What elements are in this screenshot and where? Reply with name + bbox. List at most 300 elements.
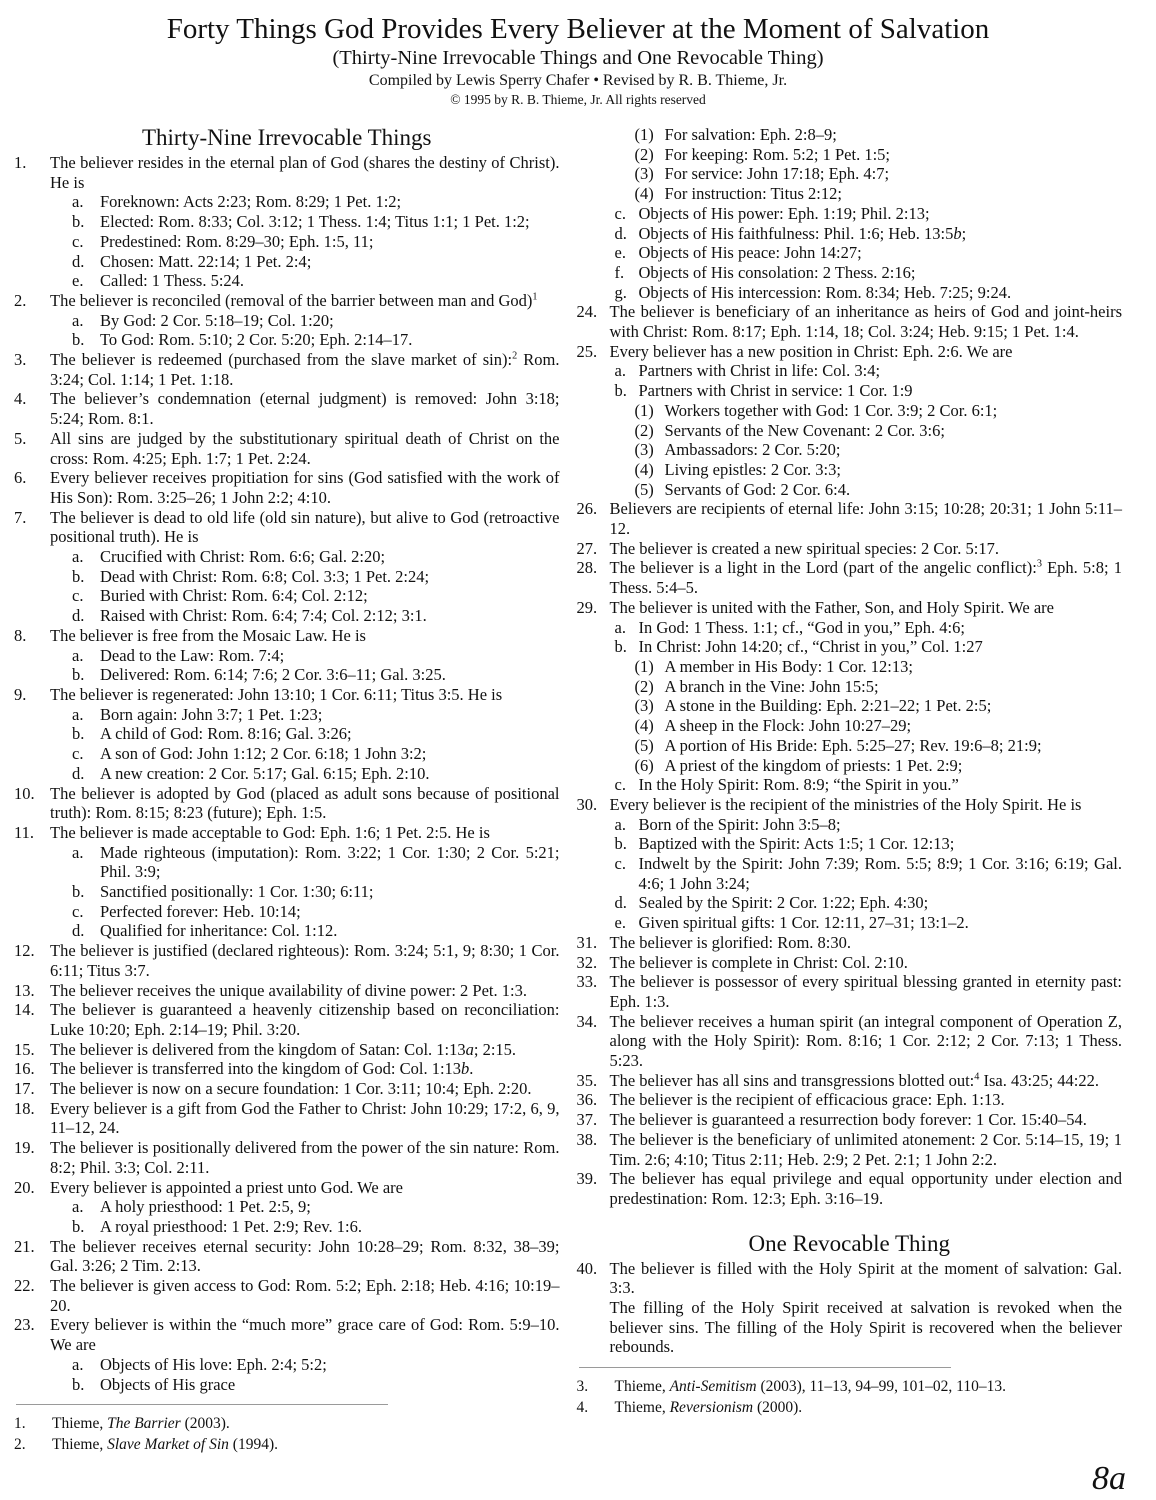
list-item xyxy=(14,626,560,646)
item-text: A priest of the kingdom of priests: 1 Pet. 2:9; xyxy=(664,755,963,775)
item-text: Made righteous (imputation): Rom. 3:22; 1 Cor. 1:30; 2 Cor. 5:21; Phil. 3:9; xyxy=(100,842,560,882)
item-text: A holy priesthood: 1 Pet. 2:5, 9; xyxy=(100,1197,311,1217)
item-text: The believer is beneficiary of an inheritance as heirs of God and joint-heirs with Christ: Rom. 8:17; Eph. 1:14, 18; Col. 3:24; Heb. 9:15; 1 Pet. 1:4. xyxy=(609,302,1122,342)
list-item xyxy=(577,1110,1123,1130)
item-label: b. xyxy=(72,882,85,902)
item-label: a. xyxy=(72,842,84,862)
list-item xyxy=(577,953,1123,973)
item-text: The believer is possessor of every spiritual blessing granted in eternity past: Eph. 1:3. xyxy=(609,972,1122,1011)
list-item xyxy=(577,1130,1123,1169)
list-item xyxy=(615,224,1123,244)
footnote xyxy=(14,1414,560,1435)
item-label: (1) xyxy=(634,656,654,676)
list-item xyxy=(615,283,1123,303)
item-label: 25. xyxy=(576,341,598,361)
item-text: By God: 2 Cor. 5:18–19; Col. 1:20; xyxy=(100,310,334,330)
list-item xyxy=(14,784,560,823)
list-item xyxy=(72,271,560,291)
item-text: Sanctified positionally: 1 Cor. 1:30; 6:11; xyxy=(100,882,374,902)
item-text: Every believer receives propitiation for sins (God satisfied with the work of His Son): Rom. 3:25–26; 1 John 2:2; 4:10. xyxy=(50,468,560,507)
item-text: Every believer has a new position in Christ: Eph. 2:6. We are xyxy=(609,341,1013,361)
item-text: The believer’s condemnation (eternal judgment) is removed: John 3:18; 5:24; Rom. 8:1. xyxy=(50,389,560,429)
item-label: 34. xyxy=(576,1011,598,1031)
list-item xyxy=(577,1298,1123,1357)
list-item xyxy=(72,724,560,744)
item-label: c. xyxy=(72,901,84,921)
list-item xyxy=(72,1355,560,1375)
list-item xyxy=(615,775,1123,795)
list-item xyxy=(577,558,1123,597)
item-text: The believer is dead to old life (old sin nature), but alive to God (retroactive positional truth). He is xyxy=(50,507,560,547)
item-text: The believer is guaranteed a resurrection body forever: 1 Cor. 15:40–54. xyxy=(609,1110,1087,1130)
left-column xyxy=(14,125,560,1455)
list-item xyxy=(635,164,1123,184)
section-heading-revocable: One Revocable Thing xyxy=(748,1230,950,1256)
list-item xyxy=(72,921,560,941)
item-label: 29. xyxy=(576,597,598,617)
item-label: (3) xyxy=(634,440,654,460)
item-label: a. xyxy=(72,1354,84,1374)
item-label: b. xyxy=(72,665,85,685)
list-item xyxy=(72,252,560,272)
item-label: 20. xyxy=(14,1177,35,1197)
item-label: 9. xyxy=(14,684,27,704)
item-label: (4) xyxy=(634,459,654,479)
item-label: a. xyxy=(72,192,84,212)
list-item xyxy=(72,882,560,902)
item-label: e. xyxy=(614,913,626,933)
list-item xyxy=(72,1197,560,1217)
item-text: For instruction: Titus 2:12; xyxy=(664,184,842,204)
footnote-label: 1. xyxy=(14,1415,26,1433)
item-text: The believer is glorified: Rom. 8:30. xyxy=(609,932,851,952)
item-text: Indwelt by the Spirit: John 7:39; Rom. 5:5; 8:9; 1 Cor. 3:16; 6:19; Gal. 4:6; 1 John 3:24; xyxy=(638,854,1122,893)
item-text: A child of God: Rom. 8:16; Gal. 3:26; xyxy=(100,724,352,744)
footnote-separator xyxy=(16,1404,388,1405)
item-text: A sheep in the Flock: John 10:27–29; xyxy=(664,716,912,736)
list-item xyxy=(72,1375,560,1395)
item-text: To God: Rom. 5:10; 2 Cor. 5:20; Eph. 2:14–17. xyxy=(100,330,413,350)
list-item xyxy=(72,1217,560,1237)
item-text: Given spiritual gifts: 1 Cor. 12:11, 27–31; 13:1–2. xyxy=(638,913,969,933)
item-text: Every believer is within the “much more” grace care of God: Rom. 5:9–10. We are xyxy=(50,1315,560,1355)
item-text: The believer is regenerated: John 13:10; 1 Cor. 6:11; Titus 3:5. He is xyxy=(50,684,503,704)
item-text: The believer is transferred into the kingdom of God: Col. 1:13b. xyxy=(50,1059,474,1079)
item-text: Sealed by the Spirit: 2 Cor. 1:22; Eph. 4:30; xyxy=(638,893,929,913)
list-item xyxy=(72,547,560,567)
irrevocable-list-left xyxy=(14,153,560,1394)
footnote xyxy=(14,1435,560,1456)
item-text: The believer is a light in the Lord (part of the angelic conflict):$^3$ Eph. 5:8; 1 Thess. 5:4–5. xyxy=(609,558,1122,598)
item-label: 24. xyxy=(576,302,598,322)
item-label: (1) xyxy=(634,125,654,144)
item-text: The believer is adopted by God (placed as adult sons because of positional truth): Rom. 8:15; 8:23 (future); Eph. 1:5. xyxy=(50,783,560,823)
footnotes-block-right xyxy=(577,1367,1123,1418)
list-item xyxy=(72,764,560,784)
item-label: 22. xyxy=(14,1276,35,1296)
page-subtitle: (Thirty-Nine Irrevocable Things and One Revocable Thing) xyxy=(332,47,824,69)
item-label: 6. xyxy=(14,468,27,488)
item-label: d. xyxy=(614,893,627,913)
item-label: d. xyxy=(72,606,85,626)
list-item xyxy=(635,716,1123,736)
item-label: (2) xyxy=(634,420,654,440)
document-header xyxy=(0,12,1156,109)
list-item xyxy=(72,586,560,606)
list-item xyxy=(615,854,1123,893)
item-label: a. xyxy=(72,645,84,665)
footnote-separator xyxy=(579,1367,951,1368)
item-text: Born of the Spirit: John 3:5–8; xyxy=(638,814,841,834)
footnote-label: 3. xyxy=(576,1378,589,1396)
page-number: 8a xyxy=(1092,1460,1126,1497)
item-label: (3) xyxy=(634,696,654,716)
item-text: The believer is made acceptable to God: Eph. 1:6; 1 Pet. 2:5. He is xyxy=(50,822,490,842)
list-item xyxy=(72,843,560,882)
item-text: Qualified for inheritance: Col. 1:12. xyxy=(100,921,338,941)
item-text: Foreknown: Acts 2:23; Rom. 8:29; 1 Pet. 1:2; xyxy=(100,192,402,212)
item-text: Objects of His love: Eph. 2:4; 5:2; xyxy=(100,1354,327,1374)
item-label: 23. xyxy=(14,1315,35,1335)
item-label: d. xyxy=(72,763,85,783)
item-label: 31. xyxy=(576,932,598,952)
list-item xyxy=(14,350,560,389)
item-text: Predestined: Rom. 8:29–30; Eph. 1:5, 11; xyxy=(100,231,374,251)
item-label: a. xyxy=(614,361,626,381)
item-text: Servants of the New Covenant: 2 Cor. 3:6; xyxy=(664,420,945,440)
item-label: 10. xyxy=(14,783,35,803)
list-item xyxy=(615,204,1123,224)
list-item xyxy=(14,1276,560,1315)
item-text: The believer is redeemed (purchased from the slave market of sin):$^2$ Rom. 3:24; Col. 1:14; 1 Pet. 1:18. xyxy=(50,350,560,389)
item-text: The believer receives eternal security: John 10:28–29; Rom. 8:32, 38–39; Gal. 3:26; 2 Tim. 2:13. xyxy=(50,1236,560,1276)
page-title: Forty Things God Provides Every Believer at the Moment of Salvation xyxy=(166,13,990,45)
list-item xyxy=(577,1012,1123,1071)
footnote-text: Thieme, The Barrier (2003). xyxy=(52,1415,230,1433)
item-text: The filling of the Holy Spirit received at salvation is revoked when the believer sins. The filling of the Holy Spirit is recovered when the believer rebounds. xyxy=(609,1298,1122,1357)
item-label: c. xyxy=(72,586,84,606)
footnotes-right xyxy=(577,1377,1123,1418)
item-label: f. xyxy=(614,262,625,282)
item-text: Perfected forever: Heb. 10:14; xyxy=(100,901,301,921)
list-item xyxy=(14,823,560,843)
item-label: d. xyxy=(72,251,85,271)
footnote-text: Thieme, Reversionism (2000). xyxy=(614,1398,803,1416)
list-item xyxy=(72,646,560,666)
list-item xyxy=(635,480,1123,500)
list-item xyxy=(72,744,560,764)
item-label: 14. xyxy=(14,1000,35,1020)
item-label: (5) xyxy=(634,735,654,755)
item-label xyxy=(577,1298,610,1357)
right-column xyxy=(577,125,1123,1455)
item-text: Dead with Christ: Rom. 6:8; Col. 3:3; 1 Pet. 2:24; xyxy=(100,566,430,586)
item-text: Elected: Rom. 8:33; Col. 3:12; 1 Thess. 1:4; Titus 1:1; 1 Pet. 1:2; xyxy=(100,212,530,232)
list-item xyxy=(577,1169,1123,1208)
list-item xyxy=(72,311,560,331)
list-item xyxy=(577,598,1123,618)
list-item xyxy=(615,618,1123,638)
item-text: For service: John 17:18; Eph. 4:7; xyxy=(664,164,890,184)
list-item xyxy=(635,184,1123,204)
item-text: Every believer is appointed a priest unto God. We are xyxy=(50,1177,404,1197)
item-text: The believer is the recipient of efficacious grace: Eph. 1:13. xyxy=(609,1090,1005,1110)
item-label: d. xyxy=(72,921,85,941)
item-text: Called: 1 Thess. 5:24. xyxy=(100,271,245,291)
list-item xyxy=(577,539,1123,559)
list-item xyxy=(615,263,1123,283)
list-item xyxy=(577,302,1123,341)
list-item xyxy=(14,1059,560,1079)
list-item xyxy=(14,1000,560,1039)
list-item xyxy=(635,145,1123,165)
list-item xyxy=(14,1237,560,1276)
list-item xyxy=(72,705,560,725)
item-label: 32. xyxy=(576,952,598,972)
item-label: 15. xyxy=(14,1039,35,1059)
item-text: Raised with Christ: Rom. 6:4; 7:4; Col. 2:12; 3:1. xyxy=(100,606,427,626)
list-item xyxy=(577,933,1123,953)
item-label: 28. xyxy=(576,558,598,578)
item-label: 16. xyxy=(14,1059,35,1079)
item-label: 35. xyxy=(576,1070,598,1090)
list-item xyxy=(577,342,1123,362)
list-item xyxy=(72,212,560,232)
footnote-label: 4. xyxy=(576,1398,589,1416)
item-label: a. xyxy=(72,1197,84,1217)
item-text: The believer is complete in Christ: Col. 2:10. xyxy=(609,952,908,972)
list-item xyxy=(14,153,560,192)
list-item xyxy=(635,736,1123,756)
footnotes-block-left xyxy=(14,1404,560,1455)
list-item xyxy=(14,941,560,980)
item-label: 13. xyxy=(14,980,35,1000)
item-text: The believer receives the unique availability of divine power: 2 Pet. 1:3. xyxy=(50,980,527,1000)
item-text: A royal priesthood: 1 Pet. 2:9; Rev. 1:6. xyxy=(100,1216,362,1236)
item-text: A stone in the Building: Eph. 2:21–22; 1 Pet. 2:5; xyxy=(664,696,992,716)
list-item xyxy=(14,389,560,428)
item-label: b. xyxy=(72,724,85,744)
list-item xyxy=(72,567,560,587)
item-text: Believers are recipients of eternal life: John 3:15; 10:28; 20:31; 1 John 5:11–12. xyxy=(609,499,1122,539)
item-label: (1) xyxy=(634,400,654,420)
item-text: A new creation: 2 Cor. 5:17; Gal. 6:15; Eph. 2:10. xyxy=(100,763,430,783)
list-item xyxy=(615,381,1123,401)
list-item xyxy=(577,1090,1123,1110)
item-text: Every believer is a gift from God the Father to Christ: John 10:29; 17:2, 6, 9, 11–12, 24. xyxy=(50,1098,560,1138)
item-text: The believer is given access to God: Rom. 5:2; Eph. 2:18; Heb. 4:16; 10:19–20. xyxy=(50,1276,560,1315)
item-label: a. xyxy=(72,547,84,567)
item-label: c. xyxy=(72,231,84,251)
item-label: 38. xyxy=(576,1129,598,1149)
item-label: b. xyxy=(614,381,627,401)
list-item xyxy=(577,1071,1123,1091)
item-label: b. xyxy=(614,637,627,657)
list-item xyxy=(14,429,560,468)
item-text: Objects of His faithfulness: Phil. 1:6; Heb. 13:5b; xyxy=(638,223,967,243)
list-item xyxy=(14,468,560,507)
list-item xyxy=(577,499,1123,538)
item-label: a. xyxy=(72,704,84,724)
item-text: A member in His Body: 1 Cor. 12:13; xyxy=(664,656,913,676)
list-item xyxy=(615,243,1123,263)
list-item xyxy=(14,1315,560,1354)
item-text: Buried with Christ: Rom. 6:4; Col. 2:12; xyxy=(100,586,368,606)
list-item xyxy=(14,1138,560,1177)
item-label: a. xyxy=(72,310,84,330)
list-item xyxy=(577,1259,1123,1298)
item-text: Partners with Christ in service: 1 Cor. 1:9 xyxy=(638,381,913,401)
item-label: c. xyxy=(614,203,626,223)
item-text: The believer is created a new spiritual species: 2 Cor. 5:17. xyxy=(609,538,999,558)
item-text: In God: 1 Thess. 1:1; cf., “God in you,” Eph. 4:6; xyxy=(638,617,965,637)
list-item xyxy=(72,232,560,252)
list-item xyxy=(635,460,1123,480)
item-text: The believer is justified (declared righteous): Rom. 3:24; 5:1, 9; 8:30; 1 Cor. 6:11; Titus 3:7. xyxy=(50,941,560,980)
list-item xyxy=(615,913,1123,933)
item-text: The believer is free from the Mosaic Law. He is xyxy=(50,625,366,645)
item-text: Partners with Christ in life: Col. 3:4; xyxy=(638,361,881,381)
list-item xyxy=(635,125,1123,145)
item-text: In the Holy Spirit: Rom. 8:9; “the Spirit in you.” xyxy=(638,775,959,795)
list-item xyxy=(615,893,1123,913)
list-item xyxy=(615,815,1123,835)
list-item xyxy=(72,902,560,922)
list-item xyxy=(577,972,1123,1011)
item-label: b. xyxy=(72,1216,85,1236)
item-text: The believer is delivered from the kingdom of Satan: Col. 1:13a; 2:15. xyxy=(50,1039,517,1059)
item-label: (2) xyxy=(634,144,654,164)
item-label: 8. xyxy=(14,625,27,645)
item-label: (4) xyxy=(634,716,654,736)
item-text: The believer is reconciled (removal of the barrier between man and God)$^1$ xyxy=(50,290,538,310)
list-item xyxy=(14,1040,560,1060)
item-label: 2. xyxy=(14,290,27,310)
item-label: a. xyxy=(614,814,626,834)
item-text: Born again: John 3:7; 1 Pet. 1:23; xyxy=(100,704,323,724)
item-label: (6) xyxy=(634,755,654,775)
item-label: (2) xyxy=(634,676,654,696)
item-label: g. xyxy=(614,282,627,302)
item-text: Ambassadors: 2 Cor. 5:20; xyxy=(664,440,841,460)
item-text: The believer is the beneficiary of unlimited atonement: 2 Cor. 5:14–15, 19; 1 Tim. 2:6; 4:10; Titus 2:11; Heb. 2:9; 2 Pet. 2:1; 1 John 2:2. xyxy=(609,1129,1122,1169)
list-item xyxy=(14,291,560,311)
item-text: Objects of His intercession: Rom. 8:34; Heb. 7:25; 9:24. xyxy=(638,282,1012,302)
item-label: 39. xyxy=(576,1169,598,1189)
footnote xyxy=(577,1398,1123,1419)
item-text: In Christ: John 14:20; cf., “Christ in you,” Col. 1:27 xyxy=(638,637,983,657)
item-label: 4. xyxy=(14,389,27,409)
item-text: Dead to the Law: Rom. 7:4; xyxy=(100,645,285,665)
item-label: c. xyxy=(72,744,84,764)
item-label: 17. xyxy=(14,1079,35,1099)
item-label: 37. xyxy=(576,1110,598,1130)
item-text: Delivered: Rom. 6:14; 7:6; 2 Cor. 3:6–11; Gal. 3:25. xyxy=(100,665,446,685)
item-label: c. xyxy=(614,854,626,874)
list-item xyxy=(635,440,1123,460)
item-label: e. xyxy=(614,243,626,263)
item-label: b. xyxy=(72,330,85,350)
item-text: The believer is united with the Father, Son, and Holy Spirit. We are xyxy=(609,597,1054,617)
list-item xyxy=(635,756,1123,776)
irrevocable-list-right xyxy=(577,125,1123,1209)
list-item xyxy=(635,401,1123,421)
list-item xyxy=(72,665,560,685)
item-text: Objects of His consolation: 2 Thess. 2:16; xyxy=(638,262,916,282)
item-label: a. xyxy=(614,617,626,637)
item-label: 27. xyxy=(576,538,598,558)
item-label: (5) xyxy=(634,479,654,499)
item-text: The believer has all sins and transgressions blotted out:$^4$ Isa. 43:25; 44:22. xyxy=(609,1070,1099,1090)
item-label: b. xyxy=(72,212,85,232)
list-item xyxy=(577,795,1123,815)
list-item xyxy=(615,361,1123,381)
footnotes-left xyxy=(14,1414,560,1455)
footnote xyxy=(577,1377,1123,1398)
item-label: 30. xyxy=(576,794,598,814)
item-label: d. xyxy=(614,223,627,243)
item-label: 40. xyxy=(576,1258,598,1278)
list-item xyxy=(635,677,1123,697)
item-text: Every believer is the recipient of the ministries of the Holy Spirit. He is xyxy=(609,794,1082,814)
item-text: The believer is positionally delivered from the power of the sin nature: Rom. 8:2; Phil. 3:3; Col. 2:11. xyxy=(50,1138,560,1177)
item-text: Crucified with Christ: Rom. 6:6; Gal. 2:20; xyxy=(100,547,386,567)
list-item xyxy=(14,685,560,705)
item-text: All sins are judged by the substitutionary spiritual death of Christ on the cross: Rom. 4:25; Eph. 1:7; 1 Pet. 2:24. xyxy=(50,428,560,468)
item-label: 33. xyxy=(576,972,598,992)
item-text: Workers together with God: 1 Cor. 3:9; 2 Cor. 6:1; xyxy=(664,400,998,420)
item-text: Living epistles: 2 Cor. 3:3; xyxy=(664,459,841,479)
item-label: (4) xyxy=(634,184,654,204)
item-label: c. xyxy=(614,775,626,795)
list-item xyxy=(635,696,1123,716)
item-text: The believer is guaranteed a heavenly citizenship based on reconciliation: Luke 10:20; Eph. 2:14–19; Phil. 3:20. xyxy=(50,1000,560,1039)
list-item xyxy=(72,330,560,350)
section-heading-irrevocable: Thirty-Nine Irrevocable Things xyxy=(141,125,432,150)
item-text: Objects of His power: Eph. 1:19; Phil. 2:13; xyxy=(638,203,930,223)
byline: Compiled by Lewis Sperry Chafer • Revised by R. B. Thieme, Jr. xyxy=(368,72,788,89)
item-label: b. xyxy=(614,834,627,854)
list-item xyxy=(635,421,1123,441)
list-item xyxy=(72,192,560,212)
list-item xyxy=(615,637,1123,657)
item-label: 26. xyxy=(576,499,598,519)
item-text: Servants of God: 2 Cor. 6:4. xyxy=(664,479,851,499)
item-label: e. xyxy=(72,271,84,291)
item-label: 12. xyxy=(14,941,35,961)
item-text: The believer is filled with the Holy Spirit at the moment of salvation: Gal. 3:3. xyxy=(609,1258,1122,1298)
item-label: 3. xyxy=(14,350,27,370)
item-text: The believer is now on a secure foundation: 1 Cor. 3:11; 10:4; Eph. 2:20. xyxy=(50,1079,532,1099)
list-item xyxy=(72,606,560,626)
footnote-text: Thieme, Anti-Semitism (2003), 11–13, 94–99, 101–02, 110–13. xyxy=(614,1378,1006,1396)
item-text: For keeping: Rom. 5:2; 1 Pet. 1:5; xyxy=(664,144,890,164)
copyright-line: © 1995 by R. B. Thieme, Jr. All rights reserved xyxy=(450,92,706,107)
list-item xyxy=(14,508,560,547)
item-label: (3) xyxy=(634,164,654,184)
item-text: Chosen: Matt. 22:14; 1 Pet. 2:4; xyxy=(100,251,312,271)
footnote-text: Thieme, Slave Market of Sin (1994). xyxy=(52,1435,278,1453)
item-label: b. xyxy=(72,566,85,586)
list-item xyxy=(14,1178,560,1198)
footnote-label: 2. xyxy=(14,1435,26,1453)
item-text: Objects of His peace: John 14:27; xyxy=(638,243,862,263)
revocable-list xyxy=(577,1259,1123,1358)
list-item xyxy=(635,657,1123,677)
list-item xyxy=(14,1079,560,1099)
item-label: 11. xyxy=(14,822,35,842)
item-text: The believer has equal privilege and equal opportunity under election and predestination: Rom. 12:3; Eph. 3:16–19. xyxy=(609,1169,1122,1208)
